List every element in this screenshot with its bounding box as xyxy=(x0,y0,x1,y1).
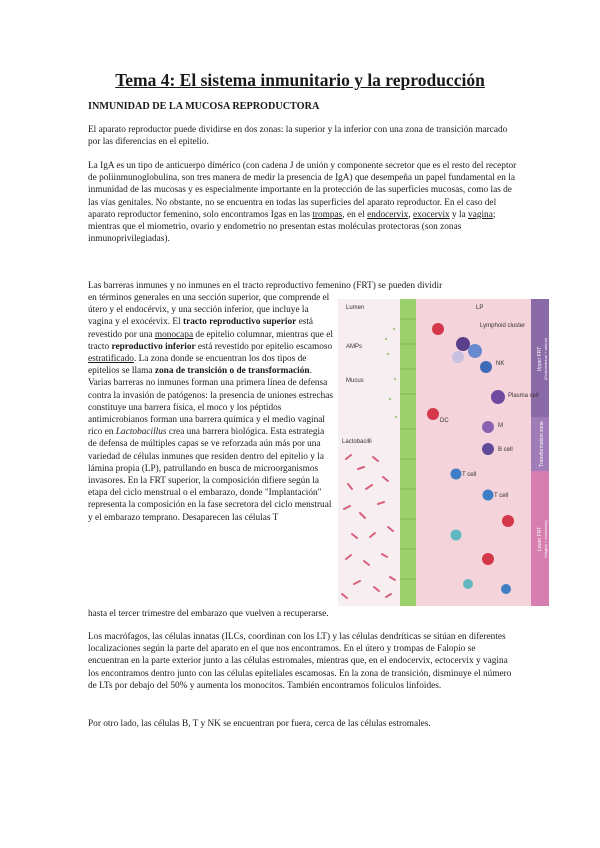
plasma-cell xyxy=(491,390,505,404)
paragraph-barriers: en términos generales en una sección superior, que comprende el útero y el endocérvix, y una sección inferior, que incluye la vagina y el exocérvix. El tracto reproductivo superior está revestido por una monocapa de epitelio columnar, mientras que el tracto reproductivo inferior está revestido por epitelio escamoso estratificado. La zona donde se encuentran los dos tipos de epitelios se llama zona de transición o de transformación. Varias barreras no inmunes forman una primera línea de defensa contra la invasión de patógenos: la presencia de uniones estrechas constituye una barrera física, el moco y los péptidos antimicrobianos forman una barrera química y el medio vaginal rico en Lactobacillus crea una barrera biológica. Esta estrategia de defensa de múltiples capas se ve reforzada aún más por una variedad de células inmunes que residen dentro del epitelio y la lámina propia (LP), patrullando en busca de microorganismos invasores. En la FRT superior, la composición difiere según la etapa del ciclo menstrual o el embarazo, donde "Implantación" representa la composición en la fase secretora del ciclo menstrual y el embarazo temprano. Desaparecen las células T xyxy=(88,293,333,523)
frt-barrier-figure xyxy=(338,299,549,606)
t-cell-2 xyxy=(483,490,494,501)
nk-cell xyxy=(480,361,492,373)
dc-cell xyxy=(427,408,439,420)
label-nk: NK xyxy=(496,361,505,367)
paragraph-iga: La IgA es un tipo de anticuerpo dimérico (con cadena J de unión y componente secretor que es el resto del receptor de poliinmunoglobulina, son tres manera de medir la presencia de IgA) que desempeña un papel fundamental en la inmunidad de las mucosas y es especialmente importante en la protección de las superficies mucosas, como las de las vías genitales. No obstante, no se encuentra en todas las superficies del aparato reproductor. En el caso del aparato reproductor femenino, solo encontramos Igas en las trompas, en el endocervix, exocervix y la vagina; mientras que el miometrio, ovario y endometrio no presentan estas moléculas protectoras (son zonas inmunoprivilegiadas). xyxy=(88,161,517,245)
lymphoid-cluster-cell xyxy=(456,337,470,351)
macrophage-cell xyxy=(432,323,444,335)
label-m: M xyxy=(498,423,503,429)
label-lumen: Lumen xyxy=(346,305,365,311)
label-lp: LP xyxy=(476,305,484,311)
label-transformation: Transformation zone xyxy=(539,421,545,467)
label-upper-frt: Upper FRT xyxy=(537,346,543,372)
label-upper-frt-sub: (Endometrium + uterus) xyxy=(543,337,548,381)
label-lower-frt: Lower FRT xyxy=(537,526,543,552)
paragraph-intro: El aparato reproductor puede dividirse en dos zonas: la superior y la inferior con una zona de transición marcado por las diferencias en el epitelio. xyxy=(88,125,508,148)
label-tcell-1: T cell xyxy=(462,472,477,478)
section-heading: INMUNIDAD DE LA MUCOSA REPRODUCTORA xyxy=(88,101,320,112)
label-dc: DC xyxy=(440,418,449,424)
b-cell xyxy=(482,443,494,455)
label-lower-frt-sub: (Vagina + ectocervix) xyxy=(543,520,548,558)
label-amps: AMPs xyxy=(346,344,363,350)
label-bcell: B cell xyxy=(498,447,513,453)
paragraph-barriers-tail: hasta el tercer trimestre del embarazo que vuelven a recuperarse. xyxy=(88,609,329,619)
paragraph-macrophages: Los macrófagos, las células innatas (ILCs, coordinan con los LT) y las células dendríticas se sitúan en diferentes localizaciones según la parte del aparato en el que nos encontramos. En el útero y trompas de Falopio se encuentran en la parte exterior junto a las células estromales, mientras que, en el endocervix, ectocervix y vagina los encontramos dentro junto con las células epiteliales escamosas. En la zona de transición, disminuye el número de LTs por debajo del 50% y aumenta los monocitos. También encontramos folículos linfoides. xyxy=(88,632,512,691)
epithelium-layer xyxy=(400,299,416,606)
t-cell-1 xyxy=(451,469,462,480)
label-mucus: Mucus xyxy=(346,378,364,384)
paragraph-bcells: Por otro lado, las células B, T y NK se encuentran por fuera, cerca de las células estromales. xyxy=(88,719,431,729)
label-plasma: Plasma cell xyxy=(508,393,539,399)
label-lactobacilli: Lactobacilli xyxy=(342,439,372,445)
m-cell xyxy=(482,421,494,433)
page-title: Tema 4: El sistema inmunitario y la reproducción xyxy=(115,70,485,90)
label-tcell-2: T cell xyxy=(494,493,509,499)
label-lymphoid: Lymphoid cluster xyxy=(480,323,526,329)
paragraph-barriers-lead: Las barreras inmunes y no inmunes en el tracto reproductivo femenino (FRT) se pueden dividir xyxy=(88,281,443,291)
